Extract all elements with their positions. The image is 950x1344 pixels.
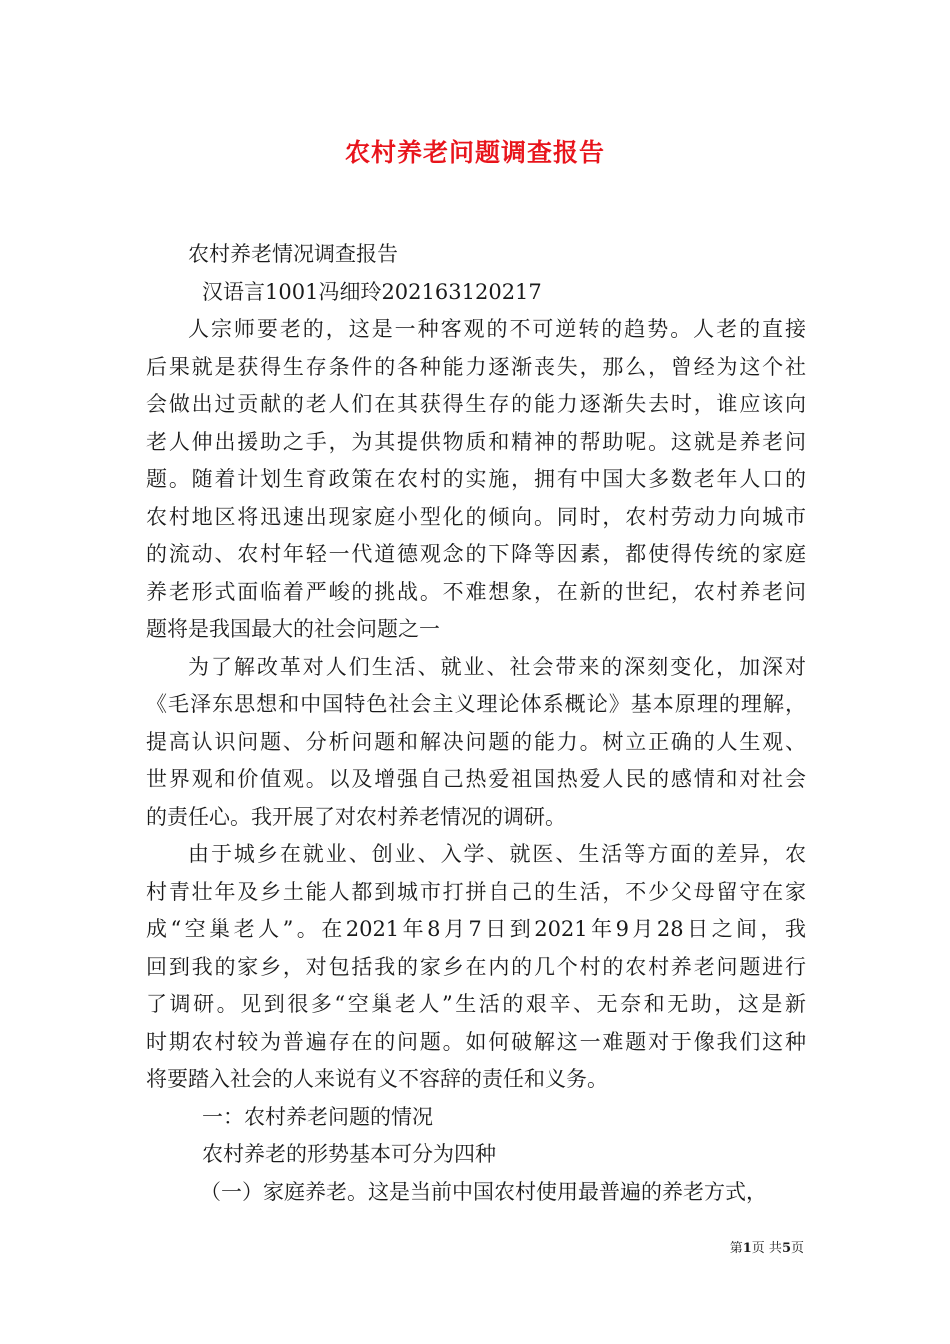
section-intro: 农村养老的形势基本可分为四种 — [202, 1142, 496, 1166]
paragraph-line: 会做出过贡献的老人们在其获得生存的能力逐渐失去时，谁应该向 — [146, 392, 806, 416]
footer-prefix: 第 — [729, 1241, 743, 1256]
total-pages-number: 5 — [781, 1241, 791, 1256]
paragraph-line: 题。随着计划生育政策在农村的实施，拥有中国大多数老年人口的 — [146, 467, 806, 491]
paragraph-line: 《毛泽东思想和中国特色社会主义理论体系概论》基本原理的理解， — [146, 692, 806, 716]
paragraph-line: 为了解改革对人们生活、就业、社会带来的深刻变化，加深对 — [188, 654, 806, 679]
paragraph-line: 时期农村较为普遍存在的问题。如何破解这一难题对于像我们这种 — [146, 1029, 806, 1054]
footer-middle: 页 共 — [751, 1241, 782, 1256]
paragraph-line: 的责任心。我开展了对农村养老情况的调研。 — [146, 804, 566, 829]
footer-suffix: 页 — [790, 1241, 804, 1256]
paragraph-line: 老人伸出援助之手，为其提供物质和精神的帮助呢。这就是养老问 — [146, 429, 806, 454]
current-page-number: 1 — [742, 1241, 752, 1256]
paragraph-line: 由于城乡在就业、创业、入学、就医、生活等方面的差异，农 — [188, 842, 806, 866]
paragraph-line: 农村地区将迅速出现家庭小型化的倾向。同时，农村劳动力向城市 — [146, 504, 806, 529]
paragraph-purpose — [146, 649, 806, 837]
paragraph-line: 世界观和价值观。以及增强自己热爱祖国热爱人民的感情和对社会 — [146, 767, 806, 791]
paragraph-intro — [146, 311, 806, 649]
section-heading: 一：农村养老问题的情况 — [202, 1104, 433, 1129]
list-item-family-care: （一）家庭养老。这是当前中国农村使用最普遍的养老方式， — [200, 1179, 767, 1204]
paragraph-line: 的流动、农村年轻一代道德观念的下降等因素，都使得传统的家庭 — [146, 542, 806, 566]
paragraph-line: 回到我的家乡，对包括我的家乡在内的几个村的农村养老问题进行 — [146, 954, 806, 979]
paragraph-line: 后果就是获得生存条件的各种能力逐渐丧失，那么，曾经为这个社 — [146, 354, 806, 379]
paragraph-line: 养老形式面临着严峻的挑战。不难想象，在新的世纪，农村养老问 — [146, 579, 806, 604]
paragraph-line: 人宗师要老的，这是一种客观的不可逆转的趋势。人老的直接 — [188, 317, 806, 341]
document-body — [146, 236, 806, 1211]
author-line: 汉语言1001冯细玲202163120217 — [202, 279, 542, 304]
paragraph-line: 将要踏入社会的人来说有义不容辞的责任和义务。 — [146, 1067, 608, 1091]
paragraph-line: 成“空巢老人”。在2021年8月7日到2021年9月28日之间，我 — [146, 917, 806, 941]
page-number-footer — [730, 1237, 804, 1256]
paragraph-background — [146, 836, 806, 1099]
paragraph-line: 提高认识问题、分析问题和解决问题的能力。树立正确的人生观、 — [146, 729, 806, 754]
document-title: 农村养老问题调查报告 — [344, 138, 605, 167]
report-subtitle: 农村养老情况调查报告 — [188, 242, 398, 266]
paragraph-line: 题将是我国最大的社会问题之一 — [146, 617, 440, 641]
paragraph-line: 村青壮年及乡土能人都到城市打拼自己的生活，不少父母留守在家 — [146, 879, 806, 904]
paragraph-line: 了调研。见到很多“空巢老人”生活的艰辛、无奈和无助，这是新 — [146, 992, 806, 1016]
